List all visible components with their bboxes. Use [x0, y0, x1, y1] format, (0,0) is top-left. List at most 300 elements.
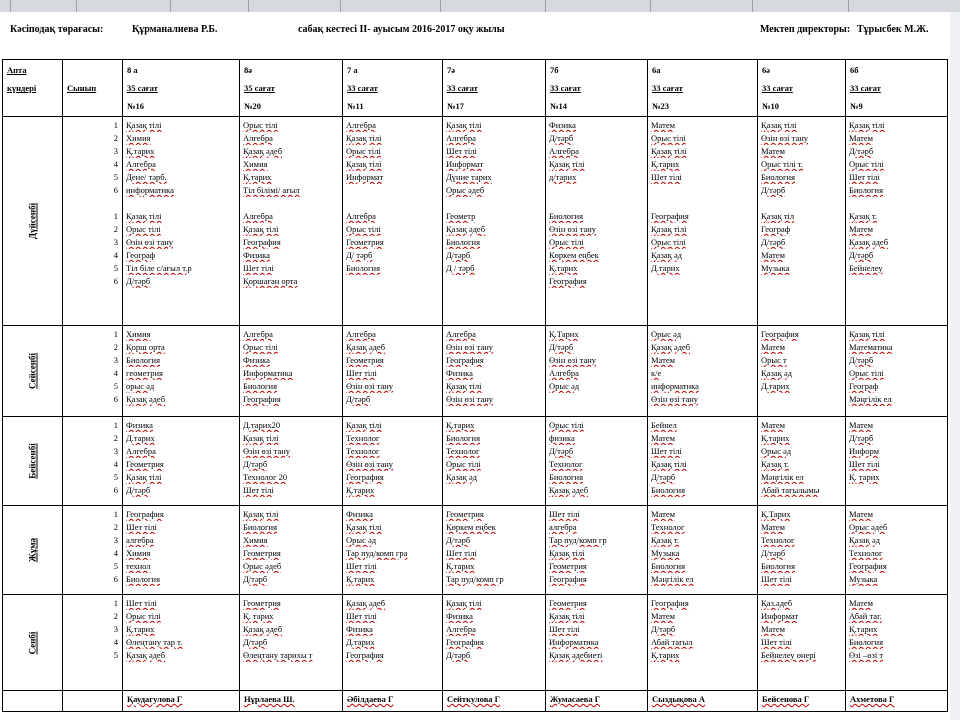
subject-cell	[123, 117, 240, 326]
subject-entry: Географ	[126, 250, 156, 260]
subject-entry: Абай таг.	[849, 611, 882, 621]
subject-entry: Биология	[549, 472, 584, 482]
lesson-number: 4	[113, 368, 118, 378]
subject-entry: Физика	[126, 420, 153, 430]
subject-entry: Орыс тілі	[243, 342, 278, 352]
lesson-number: 3	[113, 624, 118, 634]
lesson-numbers	[63, 326, 123, 417]
subject-cell	[758, 595, 846, 691]
subject-entry: Геометрия	[243, 548, 281, 558]
subject-entry: Қазақ әдеб	[446, 224, 486, 234]
lesson-number: 3	[113, 237, 118, 247]
subject-entry: Қазақ әдебиеті	[549, 650, 603, 660]
class-room: №23	[652, 101, 670, 111]
subject-cell	[846, 326, 948, 417]
subject-entry: Физика	[346, 624, 373, 634]
subject-entry: Қоршаған орта	[243, 276, 298, 286]
subject-entry: Д/тәрб	[761, 237, 786, 247]
subject-entry: Шет тілі	[849, 172, 880, 182]
subject-entry: Қ. тарих	[243, 611, 274, 621]
subject-entry: География	[761, 329, 799, 339]
subject-entry: Қ.тарих	[651, 159, 680, 169]
subject-entry: Қазақ әдеб	[549, 485, 589, 495]
subject-entry	[549, 197, 647, 210]
class-hours: 33 сағат	[447, 83, 478, 93]
subject-entry: Геометрия	[549, 598, 587, 608]
subject-entry: Абай тағылымы	[761, 485, 820, 495]
lesson-number: 6	[113, 185, 118, 195]
teacher-row	[3, 691, 948, 712]
subject-cell	[546, 326, 648, 417]
subject-entry: Матем	[651, 611, 675, 621]
subject-entry	[446, 275, 545, 288]
class-room: №11	[347, 101, 364, 111]
subject-entry: Қазақ т.	[651, 535, 680, 545]
weekday-label: Сенбі	[27, 631, 37, 654]
subject-entry: Тар пуд/комп гр	[549, 535, 607, 545]
subject-entry: Өзін өзі тану	[126, 237, 174, 247]
class-name: 8 а	[127, 65, 138, 75]
subject-entry: Шет тілі	[243, 485, 274, 495]
subject-entry: Орыс тілі	[346, 224, 381, 234]
subject-entry: География	[126, 509, 164, 519]
class-room: №20	[244, 101, 262, 111]
subject-entry: Химия	[126, 133, 151, 143]
subject-entry: Шет тілі	[126, 598, 157, 608]
class-header	[846, 60, 948, 117]
subject-entry: Орыс әдеб	[243, 561, 282, 571]
subject-entry: Шет тілі	[651, 172, 682, 182]
subject-entry: Физика	[446, 368, 473, 378]
class-header-row	[3, 60, 948, 117]
subject-entry: География	[849, 561, 887, 571]
subject-entry: Шет тілі	[243, 263, 274, 273]
subject-entry: Көркем еңбек	[446, 522, 496, 532]
subject-entry: Орыс әд	[346, 535, 377, 545]
subject-entry: Биология	[446, 433, 481, 443]
subject-cell	[546, 417, 648, 506]
subject-entry	[446, 197, 545, 210]
subject-entry: География	[549, 276, 587, 286]
subject-entry: Шет тілі	[549, 509, 580, 519]
subject-entry: Орыс әдеб	[849, 522, 888, 532]
subject-entry: Технолог	[651, 522, 685, 532]
subject-entry: Қазақ тілі	[651, 146, 687, 156]
subject-entry: Қ.тарих	[446, 420, 475, 430]
subject-entry: География	[446, 355, 484, 365]
subject-cell	[546, 595, 648, 691]
subject-entry: Биология	[243, 522, 278, 532]
subject-entry: Қазақ тілі	[243, 224, 279, 234]
subject-entry: Биология	[849, 637, 884, 647]
subject-entry: Д/тәрб	[243, 574, 268, 584]
subject-entry: Қ.тарих	[126, 624, 155, 634]
lesson-number: 5	[113, 472, 118, 482]
subject-entry: Қ.тарих	[761, 433, 790, 443]
subject-entry: География	[651, 211, 689, 221]
subject-cell	[546, 506, 648, 595]
lessons-header-label: Сынып	[67, 83, 97, 93]
subject-entry: Технолог 20	[243, 472, 288, 482]
subject-entry: Технолог	[549, 459, 583, 469]
subject-entry: Д/тәрб	[446, 535, 471, 545]
subject-entry: Химия	[126, 548, 151, 558]
subject-entry: Өзін өзі тану	[446, 394, 494, 404]
subject-entry: Биология	[243, 381, 278, 391]
subject-entry: Д/тәрб	[243, 637, 268, 647]
lesson-number: 4	[113, 459, 118, 469]
subject-entry: Геометрия	[346, 237, 384, 247]
subject-entry: Орыс тілі	[346, 146, 381, 156]
subject-entry: Тар пуд/комп гра	[346, 548, 408, 558]
subject-entry: Матем	[651, 509, 675, 519]
subject-entry: Орыс т	[761, 355, 787, 365]
subject-entry	[126, 197, 239, 210]
subject-entry: Қазақ тілі	[346, 420, 382, 430]
subject-entry: Д.тарих	[346, 637, 375, 647]
subject-entry: Тіл біле с/ағыл т.р	[126, 263, 192, 273]
subject-entry: информатика	[651, 381, 699, 391]
weekday-header	[3, 60, 63, 117]
subject-entry: Д/тәрб	[549, 446, 574, 456]
subject-entry: Биология	[126, 355, 161, 365]
class-header	[443, 60, 546, 117]
class-teacher	[846, 691, 948, 712]
subject-entry: Физика	[243, 250, 270, 260]
subject-entry: Өзін өзі тану	[549, 224, 597, 234]
day-row	[3, 117, 948, 326]
class-teacher-name: Сейткулова Г	[447, 694, 501, 704]
teacher-row-blank	[63, 691, 123, 712]
class-hours: 33 сағат	[347, 83, 378, 93]
subject-entry: Қ.тарих	[549, 263, 578, 273]
subject-entry: к/е	[651, 368, 662, 378]
subject-entry: Қазақ әдеб	[243, 146, 283, 156]
subject-entry: Д/тәрб	[761, 185, 786, 195]
director-name: Тұрысбек М.Ж.	[857, 24, 929, 35]
subject-entry: Қазақ тілі	[243, 509, 279, 519]
subject-entry: Қазақ тілі	[549, 548, 585, 558]
subject-cell	[648, 506, 758, 595]
lesson-number: 5	[113, 263, 118, 273]
subject-entry: Қазақ тілі	[446, 120, 482, 130]
subject-entry: Қ.тарих	[126, 146, 155, 156]
subject-cell	[343, 117, 443, 326]
subject-cell	[758, 506, 846, 595]
lesson-number: 6	[113, 276, 118, 286]
subject-entry: Д/тәрб	[849, 433, 874, 443]
lesson-number: 4	[113, 250, 118, 260]
subject-entry	[346, 275, 442, 288]
lesson-number: 4	[113, 548, 118, 558]
subject-cell	[443, 117, 546, 326]
class-name: 7б	[550, 65, 559, 75]
subject-entry: Қ.Тарих	[549, 329, 579, 339]
subject-entry: Матем	[761, 342, 785, 352]
subject-entry	[346, 197, 442, 210]
weekday-label: Сейсенбі	[27, 352, 37, 390]
subject-entry: Тіл білімі/ ағыл	[243, 185, 300, 195]
class-header	[546, 60, 648, 117]
subject-entry: Д.тарих	[651, 263, 680, 273]
lesson-number: 5	[113, 650, 118, 660]
class-header	[240, 60, 343, 117]
subject-entry: Орыс әдеб	[446, 185, 485, 195]
subject-entry: Қазақ тілі	[761, 120, 797, 130]
subject-entry: Биология	[651, 485, 686, 495]
subject-entry: Өлеңтану тар т.	[126, 637, 183, 647]
class-teacher	[648, 691, 758, 712]
subject-cell	[758, 417, 846, 506]
subject-entry: Қазақ әдеб	[243, 624, 283, 634]
subject-entry: Геометрия	[126, 459, 164, 469]
subject-entry: Д.тарих	[126, 433, 155, 443]
subject-entry: Матем	[761, 420, 785, 430]
subject-cell	[758, 117, 846, 326]
subject-entry: Химия	[243, 159, 268, 169]
subject-entry: Қазақ тілі	[549, 159, 585, 169]
subject-entry: Қазақ тілі	[126, 472, 162, 482]
day-row	[3, 417, 948, 506]
subject-entry	[549, 393, 647, 406]
subject-entry: Географ	[849, 381, 879, 391]
weekday-cell	[3, 506, 63, 595]
schedule-table	[2, 59, 948, 712]
subject-entry: Физика	[346, 509, 373, 519]
subject-cell	[546, 117, 648, 326]
subject-entry: Биология	[126, 574, 161, 584]
subject-entry: Д.тарих20	[243, 420, 281, 430]
subject-entry: Орыс тілі т.	[761, 159, 804, 169]
subject-entry: Қаз.әдеб	[761, 598, 793, 608]
subject-entry: Физика	[243, 355, 270, 365]
subject-entry: Д/тәрб	[761, 548, 786, 558]
subject-entry: Геометрия	[446, 509, 484, 519]
subject-entry: д/тарих	[549, 172, 577, 182]
subject-entry: Алгебра	[446, 624, 476, 634]
subject-entry: Д/тәрб	[446, 250, 471, 260]
subject-entry: География	[346, 472, 384, 482]
subject-entry: Алгебра	[549, 146, 579, 156]
subject-entry: Бейнелеу	[849, 263, 883, 273]
subject-entry: География	[549, 574, 587, 584]
subject-entry: Қазақ әдеб	[849, 237, 889, 247]
subject-entry: Дүние тарих	[446, 172, 492, 182]
subject-entry: Қ.тарих	[243, 172, 272, 182]
subject-entry: Информат	[446, 159, 484, 169]
class-header	[648, 60, 758, 117]
teacher-row-blank	[3, 691, 63, 712]
class-teacher	[443, 691, 546, 712]
subject-entry: Орыс тілі	[849, 368, 884, 378]
subject-cell	[443, 326, 546, 417]
subject-entry: Шет тілі	[651, 446, 682, 456]
subject-entry: Информатика	[549, 637, 599, 647]
subject-entry: физика	[549, 433, 575, 443]
subject-entry: Алгебра	[446, 329, 476, 339]
subject-entry: Қазақ әд	[651, 250, 682, 260]
subject-entry: Информат	[761, 611, 799, 621]
subject-entry: Шет тілі	[126, 522, 157, 532]
subject-entry: Шет тілі	[849, 459, 880, 469]
subject-entry: Д/тәрб	[651, 472, 676, 482]
subject-entry: Шет тілі	[346, 561, 377, 571]
subject-entry: Д/тәрб	[243, 459, 268, 469]
subject-entry	[243, 197, 342, 210]
subject-entry: Алгебра	[243, 329, 273, 339]
class-hours: 33 сағат	[550, 83, 581, 93]
lesson-number: 3	[113, 146, 118, 156]
class-hours: 33 сағат	[850, 83, 881, 93]
subject-entry: Қазақ т.	[849, 211, 878, 221]
subject-entry: Технолог	[849, 548, 883, 558]
subject-cell	[343, 417, 443, 506]
subject-cell	[240, 326, 343, 417]
subject-entry: Д / тәрб	[446, 263, 475, 273]
subject-cell	[343, 326, 443, 417]
subject-cell	[123, 506, 240, 595]
class-header	[123, 60, 240, 117]
subject-entry: Матем	[849, 598, 873, 608]
class-name: 6б	[850, 65, 859, 75]
subject-entry: Орыс тілі	[549, 420, 584, 430]
lesson-numbers	[63, 595, 123, 691]
subject-entry: Өзін өзі тану	[446, 342, 494, 352]
subject-entry: Биология	[651, 561, 686, 571]
subject-entry: Геометрия	[549, 561, 587, 571]
subject-entry: Алгебра	[446, 133, 476, 143]
weekday-cell	[3, 417, 63, 506]
subject-entry: Қазақ әдеб	[126, 650, 166, 660]
lesson-number: 1	[113, 420, 118, 430]
subject-entry: Қ.тарих	[346, 574, 375, 584]
lesson-number: 1	[113, 211, 118, 221]
subject-entry: Д/тәрб	[549, 133, 574, 143]
subject-entry: Технолог	[346, 446, 380, 456]
subject-entry: Физика	[446, 611, 473, 621]
subject-cell	[648, 326, 758, 417]
subject-entry: Д/тәрб	[346, 394, 371, 404]
subject-entry: Шет тілі	[446, 548, 477, 558]
lesson-number: 4	[113, 159, 118, 169]
subject-entry: Шет тілі	[346, 368, 377, 378]
weekday-label: Дүйсенбі	[27, 202, 37, 240]
subject-cell	[123, 326, 240, 417]
subject-entry	[761, 393, 845, 406]
subject-entry: Абай тағыл	[651, 637, 693, 647]
class-room: №10	[762, 101, 780, 111]
subject-entry: Алгебра	[346, 329, 376, 339]
subject-entry: технол	[126, 561, 151, 571]
subject-cell	[443, 595, 546, 691]
subject-entry: Қазақ әдеб	[346, 598, 386, 608]
subject-entry: Д/тәрб	[849, 250, 874, 260]
subject-entry: Геометрия	[243, 598, 281, 608]
subject-entry: Бейнел	[651, 420, 677, 430]
lesson-number: 6	[113, 394, 118, 404]
subject-entry: Орыс тілі	[651, 133, 686, 143]
subject-entry: Шет тілі	[761, 637, 792, 647]
subject-entry: Д/тәрб	[126, 485, 151, 495]
page-margin-right	[950, 12, 960, 720]
subject-cell	[443, 417, 546, 506]
subject-entry: Мәңгілік ел	[849, 394, 892, 404]
subject-entry: Қазақ тілі	[346, 522, 382, 532]
subject-cell	[240, 117, 343, 326]
class-hours: 33 сағат	[652, 83, 683, 93]
subject-entry: География	[243, 237, 281, 247]
subject-entry: Матем	[761, 250, 785, 260]
subject-entry: Қазақ тілі	[243, 433, 279, 443]
subject-entry: Биология	[446, 237, 481, 247]
subject-entry: Геометр	[446, 211, 476, 221]
subject-cell	[343, 595, 443, 691]
subject-entry: Қазақ әд	[446, 472, 477, 482]
subject-entry: Алгебра	[346, 120, 376, 130]
union-chair-label: Кәсіподақ төрағасы:	[10, 24, 104, 35]
subject-entry	[346, 184, 442, 197]
subject-entry: Қ.Тарих	[761, 509, 791, 519]
weekday-cell	[3, 595, 63, 691]
lesson-number: 2	[113, 611, 118, 621]
subject-entry	[849, 197, 947, 210]
class-teacher-name: Бейсенова Г	[762, 694, 810, 704]
subject-entry: Матем	[651, 120, 675, 130]
class-header	[343, 60, 443, 117]
lesson-number: 6	[113, 574, 118, 584]
class-teacher	[546, 691, 648, 712]
subject-entry: Қ.тарих	[651, 650, 680, 660]
subject-entry: Шет тілі	[346, 611, 377, 621]
lesson-number: 1	[113, 509, 118, 519]
weekday-header-line1: Апта	[7, 65, 27, 75]
subject-entry: Қазақ әд	[761, 368, 792, 378]
subject-cell	[648, 595, 758, 691]
subject-entry: Өзін өзі тану	[549, 355, 597, 365]
subject-cell	[443, 506, 546, 595]
subject-entry: Өзін өзі тану	[243, 446, 291, 456]
subject-entry: Қазақ тілі	[651, 224, 687, 234]
subject-entry: Орыс тілі	[549, 237, 584, 247]
lesson-numbers	[63, 506, 123, 595]
subject-entry: геометрия	[126, 368, 163, 378]
subject-entry	[761, 275, 845, 288]
weekday-cell	[3, 326, 63, 417]
lesson-number	[63, 197, 118, 210]
subject-entry: Мәңгілік ел	[651, 574, 694, 584]
subject-cell	[846, 417, 948, 506]
weekday-label: Бейсенбі	[27, 443, 37, 479]
subject-entry: Өзін өзі тану	[346, 459, 394, 469]
subject-cell	[648, 417, 758, 506]
class-teacher-name: Қаудагулова Г	[127, 694, 183, 704]
document-title: сабақ кестесі ІІ- ауысым 2016-2017 оқу жылы	[298, 24, 505, 35]
subject-entry: Геометрия	[346, 355, 384, 365]
subject-entry	[651, 184, 757, 197]
subject-cell	[123, 595, 240, 691]
subject-entry: Шет тілі	[761, 574, 792, 584]
subject-entry: Матем	[849, 224, 873, 234]
subject-entry: Бейнелеу өнері	[761, 650, 816, 660]
subject-entry: Тар пуд/комп гр	[446, 574, 504, 584]
class-teacher-name: Ахметова Г	[850, 694, 895, 704]
lesson-numbers	[63, 117, 123, 326]
class-name: 7ә	[447, 65, 456, 75]
subject-entry: Алгебра	[243, 211, 273, 221]
subject-entry: Д/ тәрб	[346, 250, 373, 260]
subject-entry: Технолог	[446, 446, 480, 456]
subject-entry: орыс әд	[126, 381, 155, 391]
